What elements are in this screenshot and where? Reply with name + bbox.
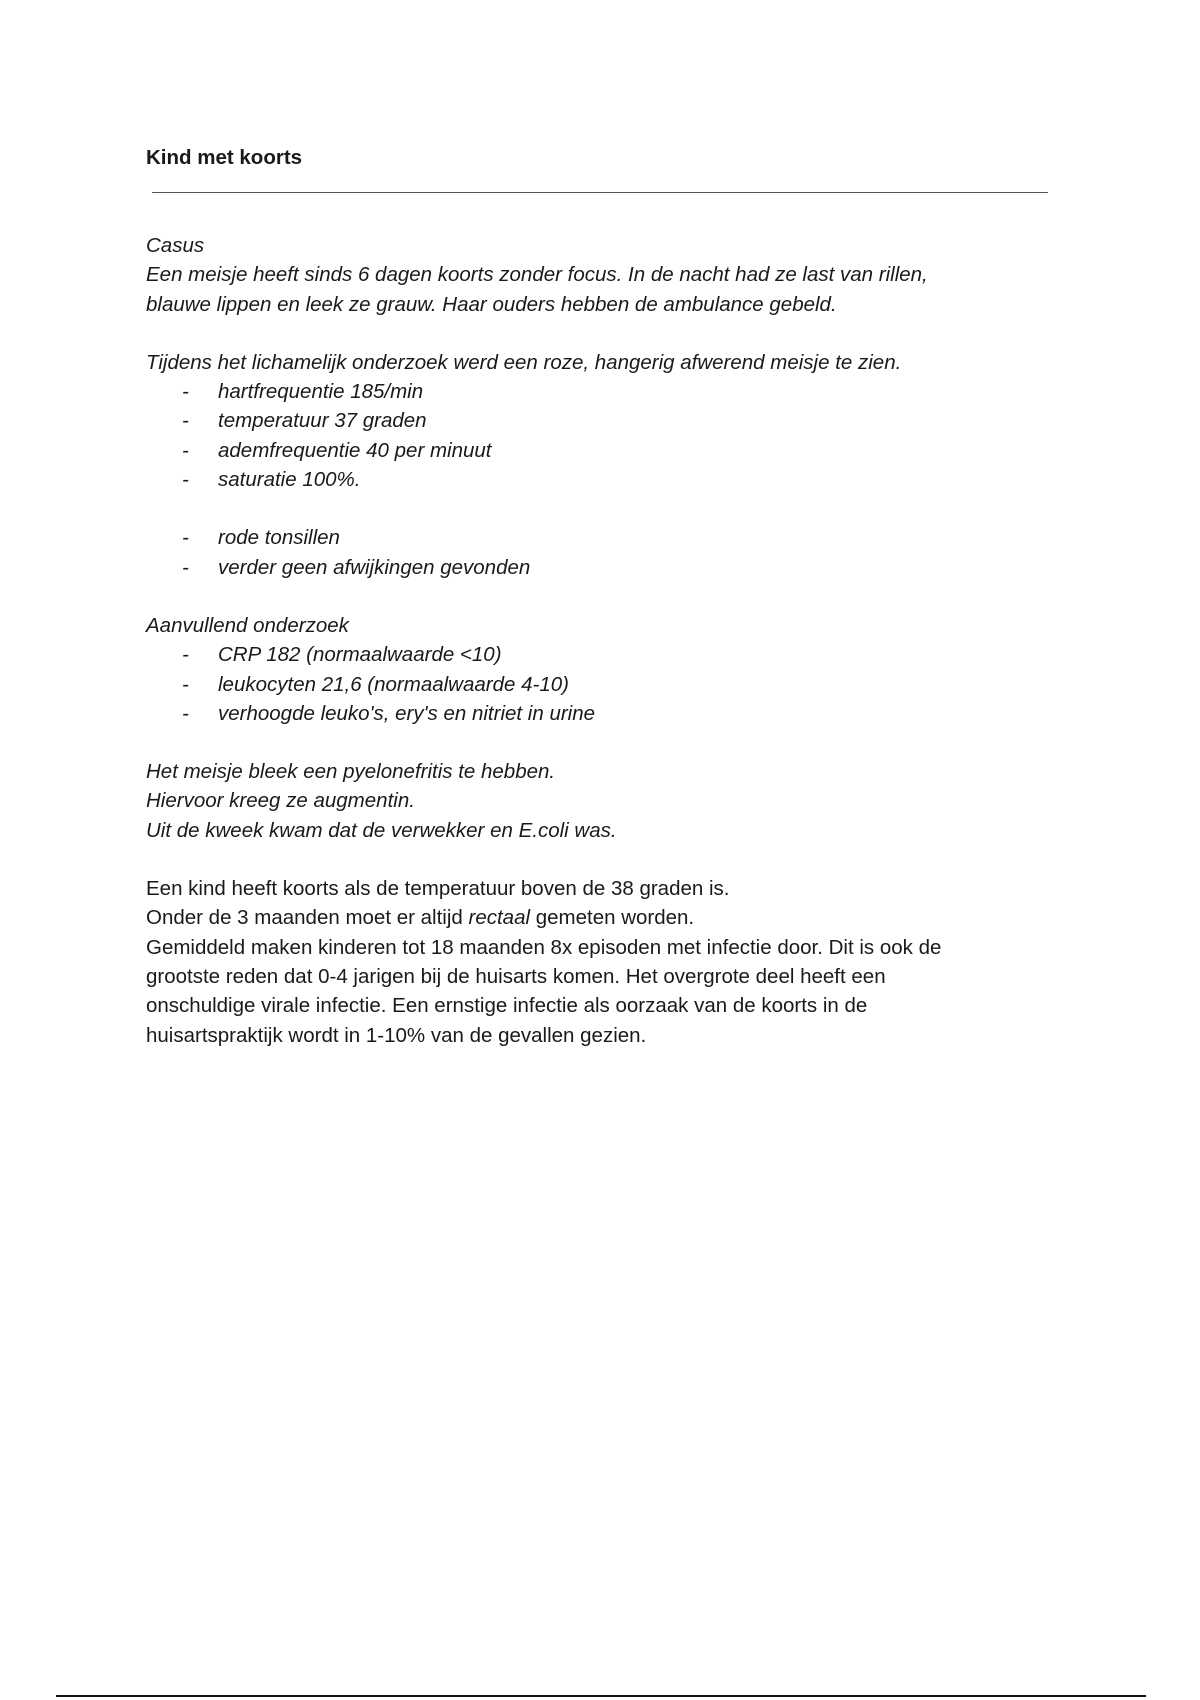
spacer — [146, 319, 1066, 348]
list-item — [146, 523, 1066, 552]
spacer — [146, 494, 1066, 523]
body-line: onschuldige virale infectie. Een ernstige infectie als oorzaak van de koorts in de — [146, 994, 868, 1018]
finding-text: rode tonsillen — [218, 526, 340, 550]
dash-bullet: - — [182, 643, 189, 667]
finding-text: verder geen afwijkingen gevonden — [218, 555, 531, 579]
dash-bullet: - — [182, 701, 189, 725]
lab-result-text: CRP 182 (normaalwaarde <10) — [218, 643, 502, 667]
dash-bullet: - — [182, 672, 189, 696]
spacer — [146, 582, 1066, 611]
list-item — [146, 553, 1066, 582]
conclusion-line: Uit de kweek kwam dat de verwekker en E.coli was. — [146, 818, 617, 842]
casus-line: Een meisje heeft sinds 6 dagen koorts zonder focus. In de nacht had ze last van rillen, — [146, 263, 928, 287]
vital-text: saturatie 100%. — [218, 468, 361, 492]
exam-intro: Tijdens het lichamelijk onderzoek werd een roze, hangerig afwerend meisje te zien. — [146, 350, 902, 374]
dash-bullet: - — [182, 468, 189, 492]
dash-bullet: - — [182, 380, 189, 404]
list-item — [146, 699, 1066, 728]
emphasis-text: rectaal — [468, 906, 531, 930]
conclusion-line: Het meisje bleek een pyelonefritis te hebben. — [146, 760, 556, 784]
dash-bullet: - — [182, 409, 189, 433]
findings-list — [146, 523, 1066, 582]
vital-text: ademfrequentie 40 per minuut — [218, 438, 492, 462]
title-divider — [152, 192, 1048, 193]
spacer — [146, 728, 1066, 757]
body-text: Onder de 3 maanden moet er altijd — [146, 906, 469, 930]
list-item — [146, 377, 1066, 406]
list-item — [146, 670, 1066, 699]
dash-bullet: - — [182, 555, 189, 579]
lab-results-list — [146, 640, 1066, 728]
dash-bullet: - — [182, 526, 189, 550]
page-title: Kind met koorts — [146, 146, 303, 169]
vital-text: hartfrequentie 185/min — [218, 380, 424, 404]
body-line: Een kind heeft koorts als de temperatuur boven de 38 graden is. — [146, 877, 730, 901]
spacer — [146, 845, 1066, 874]
body-line-rectaal — [146, 903, 1066, 932]
body-line: huisartspraktijk wordt in 1-10% van de gevallen gezien. — [146, 1023, 647, 1047]
body-line: grootste reden dat 0-4 jarigen bij de huisarts komen. Het overgrote deel heeft een — [146, 964, 886, 988]
list-item — [146, 436, 1066, 465]
vitals-list — [146, 377, 1066, 494]
casus-heading: Casus — [146, 234, 205, 257]
casus-line: blauwe lippen en leek ze grauw. Haar ouders hebben de ambulance gebeld. — [146, 292, 837, 316]
lab-result-text: leukocyten 21,6 (normaalwaarde 4-10) — [218, 672, 569, 696]
body-text: gemeten worden. — [530, 906, 695, 930]
footer-divider — [56, 1695, 1146, 1697]
list-item — [146, 406, 1066, 435]
body-line: Gemiddeld maken kinderen tot 18 maanden 8x episoden met infectie door. Dit is ook de — [146, 935, 942, 959]
vital-text: temperatuur 37 graden — [218, 409, 427, 433]
lab-result-text: verhoogde leuko's, ery's en nitriet in urine — [218, 701, 596, 725]
lab-heading: Aanvullend onderzoek — [146, 613, 349, 637]
conclusion-line: Hiervoor kreeg ze augmentin. — [146, 789, 415, 813]
list-item — [146, 465, 1066, 494]
document-body — [146, 231, 1066, 1050]
list-item — [146, 640, 1066, 669]
dash-bullet: - — [182, 438, 189, 462]
